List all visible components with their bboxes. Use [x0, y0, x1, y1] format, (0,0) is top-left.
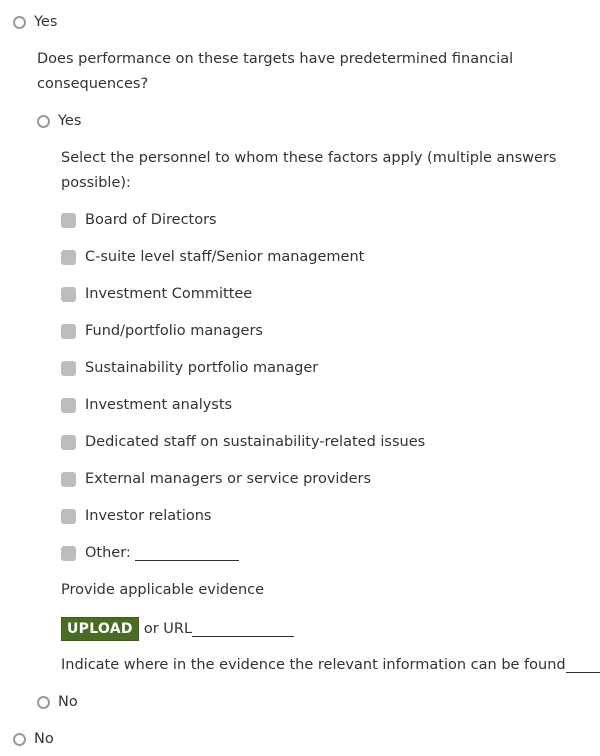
checkbox-label: C-suite level staff/Senior management — [85, 249, 365, 265]
checkbox-option[interactable] — [61, 395, 232, 415]
checkbox-label: Investment Committee — [85, 286, 253, 302]
checkbox-label: Sustainability portfolio manager — [85, 360, 319, 376]
other-text-field[interactable] — [135, 546, 239, 561]
checkbox-option[interactable] — [61, 432, 425, 452]
checkbox-option[interactable] — [61, 543, 239, 563]
checkbox-option[interactable] — [61, 321, 263, 341]
radio-yes-l1[interactable] — [13, 16, 26, 29]
option-no-l2[interactable] — [37, 692, 78, 712]
checkbox-option[interactable] — [61, 210, 217, 230]
or-url-label: or URL — [143, 621, 193, 637]
radio-yes-l2[interactable] — [37, 115, 50, 128]
checkbox-other[interactable] — [61, 546, 76, 561]
option-no-l1[interactable] — [13, 729, 54, 749]
option-yes-l2[interactable] — [37, 111, 81, 131]
checkbox-external-managers[interactable] — [61, 472, 76, 487]
url-field[interactable] — [192, 622, 294, 637]
checkbox-label: Fund/portfolio managers — [85, 323, 263, 339]
checkbox-label: Investment analysts — [85, 397, 233, 413]
radio-no-l2[interactable] — [37, 696, 50, 709]
upload-row — [61, 617, 294, 641]
personnel-prompt: Select the personnel to whom these factors apply (multiple answers possible): — [61, 150, 557, 191]
checkbox-label: Other: — [85, 545, 131, 561]
checkbox-option[interactable] — [61, 284, 252, 304]
checkbox-label: Investor relations — [85, 508, 212, 524]
checkbox-option[interactable] — [61, 506, 211, 526]
checkbox-investment-analysts[interactable] — [61, 398, 76, 413]
radio-no-l1[interactable] — [13, 733, 26, 746]
option-no-l2-label: No — [58, 694, 78, 710]
checkbox-label: Board of Directors — [85, 212, 217, 228]
checkbox-dedicated-staff[interactable] — [61, 435, 76, 450]
checkbox-option[interactable] — [61, 469, 371, 489]
location-prompt: Indicate where in the evidence the relevant information can be found — [61, 657, 566, 673]
checkbox-label: Dedicated staff on sustainability-related issues — [85, 434, 426, 450]
option-yes-l1-label: Yes — [34, 14, 58, 30]
checkbox-investor-relations[interactable] — [61, 509, 76, 524]
checkbox-investment-committee[interactable] — [61, 287, 76, 302]
checkbox-option[interactable] — [61, 247, 364, 267]
evidence-prompt: Provide applicable evidence — [61, 582, 265, 598]
upload-button[interactable]: UPLOAD — [61, 617, 139, 641]
checkbox-fund-portfolio-managers[interactable] — [61, 324, 76, 339]
location-field[interactable] — [566, 658, 600, 673]
checkbox-sustainability-portfolio-manager[interactable] — [61, 361, 76, 376]
checkbox-board-of-directors[interactable] — [61, 213, 76, 228]
checkbox-label: External managers or service providers — [85, 471, 372, 487]
checkbox-c-suite[interactable] — [61, 250, 76, 265]
evidence-row — [61, 580, 264, 600]
option-no-l1-label: No — [34, 731, 54, 747]
option-yes-l1[interactable] — [13, 12, 57, 32]
option-yes-l2-label: Yes — [58, 113, 82, 129]
financial-consequences-question: Does performance on these targets have predetermined financial consequences? — [37, 51, 514, 92]
location-row — [61, 655, 600, 675]
checkbox-option[interactable] — [61, 358, 318, 378]
